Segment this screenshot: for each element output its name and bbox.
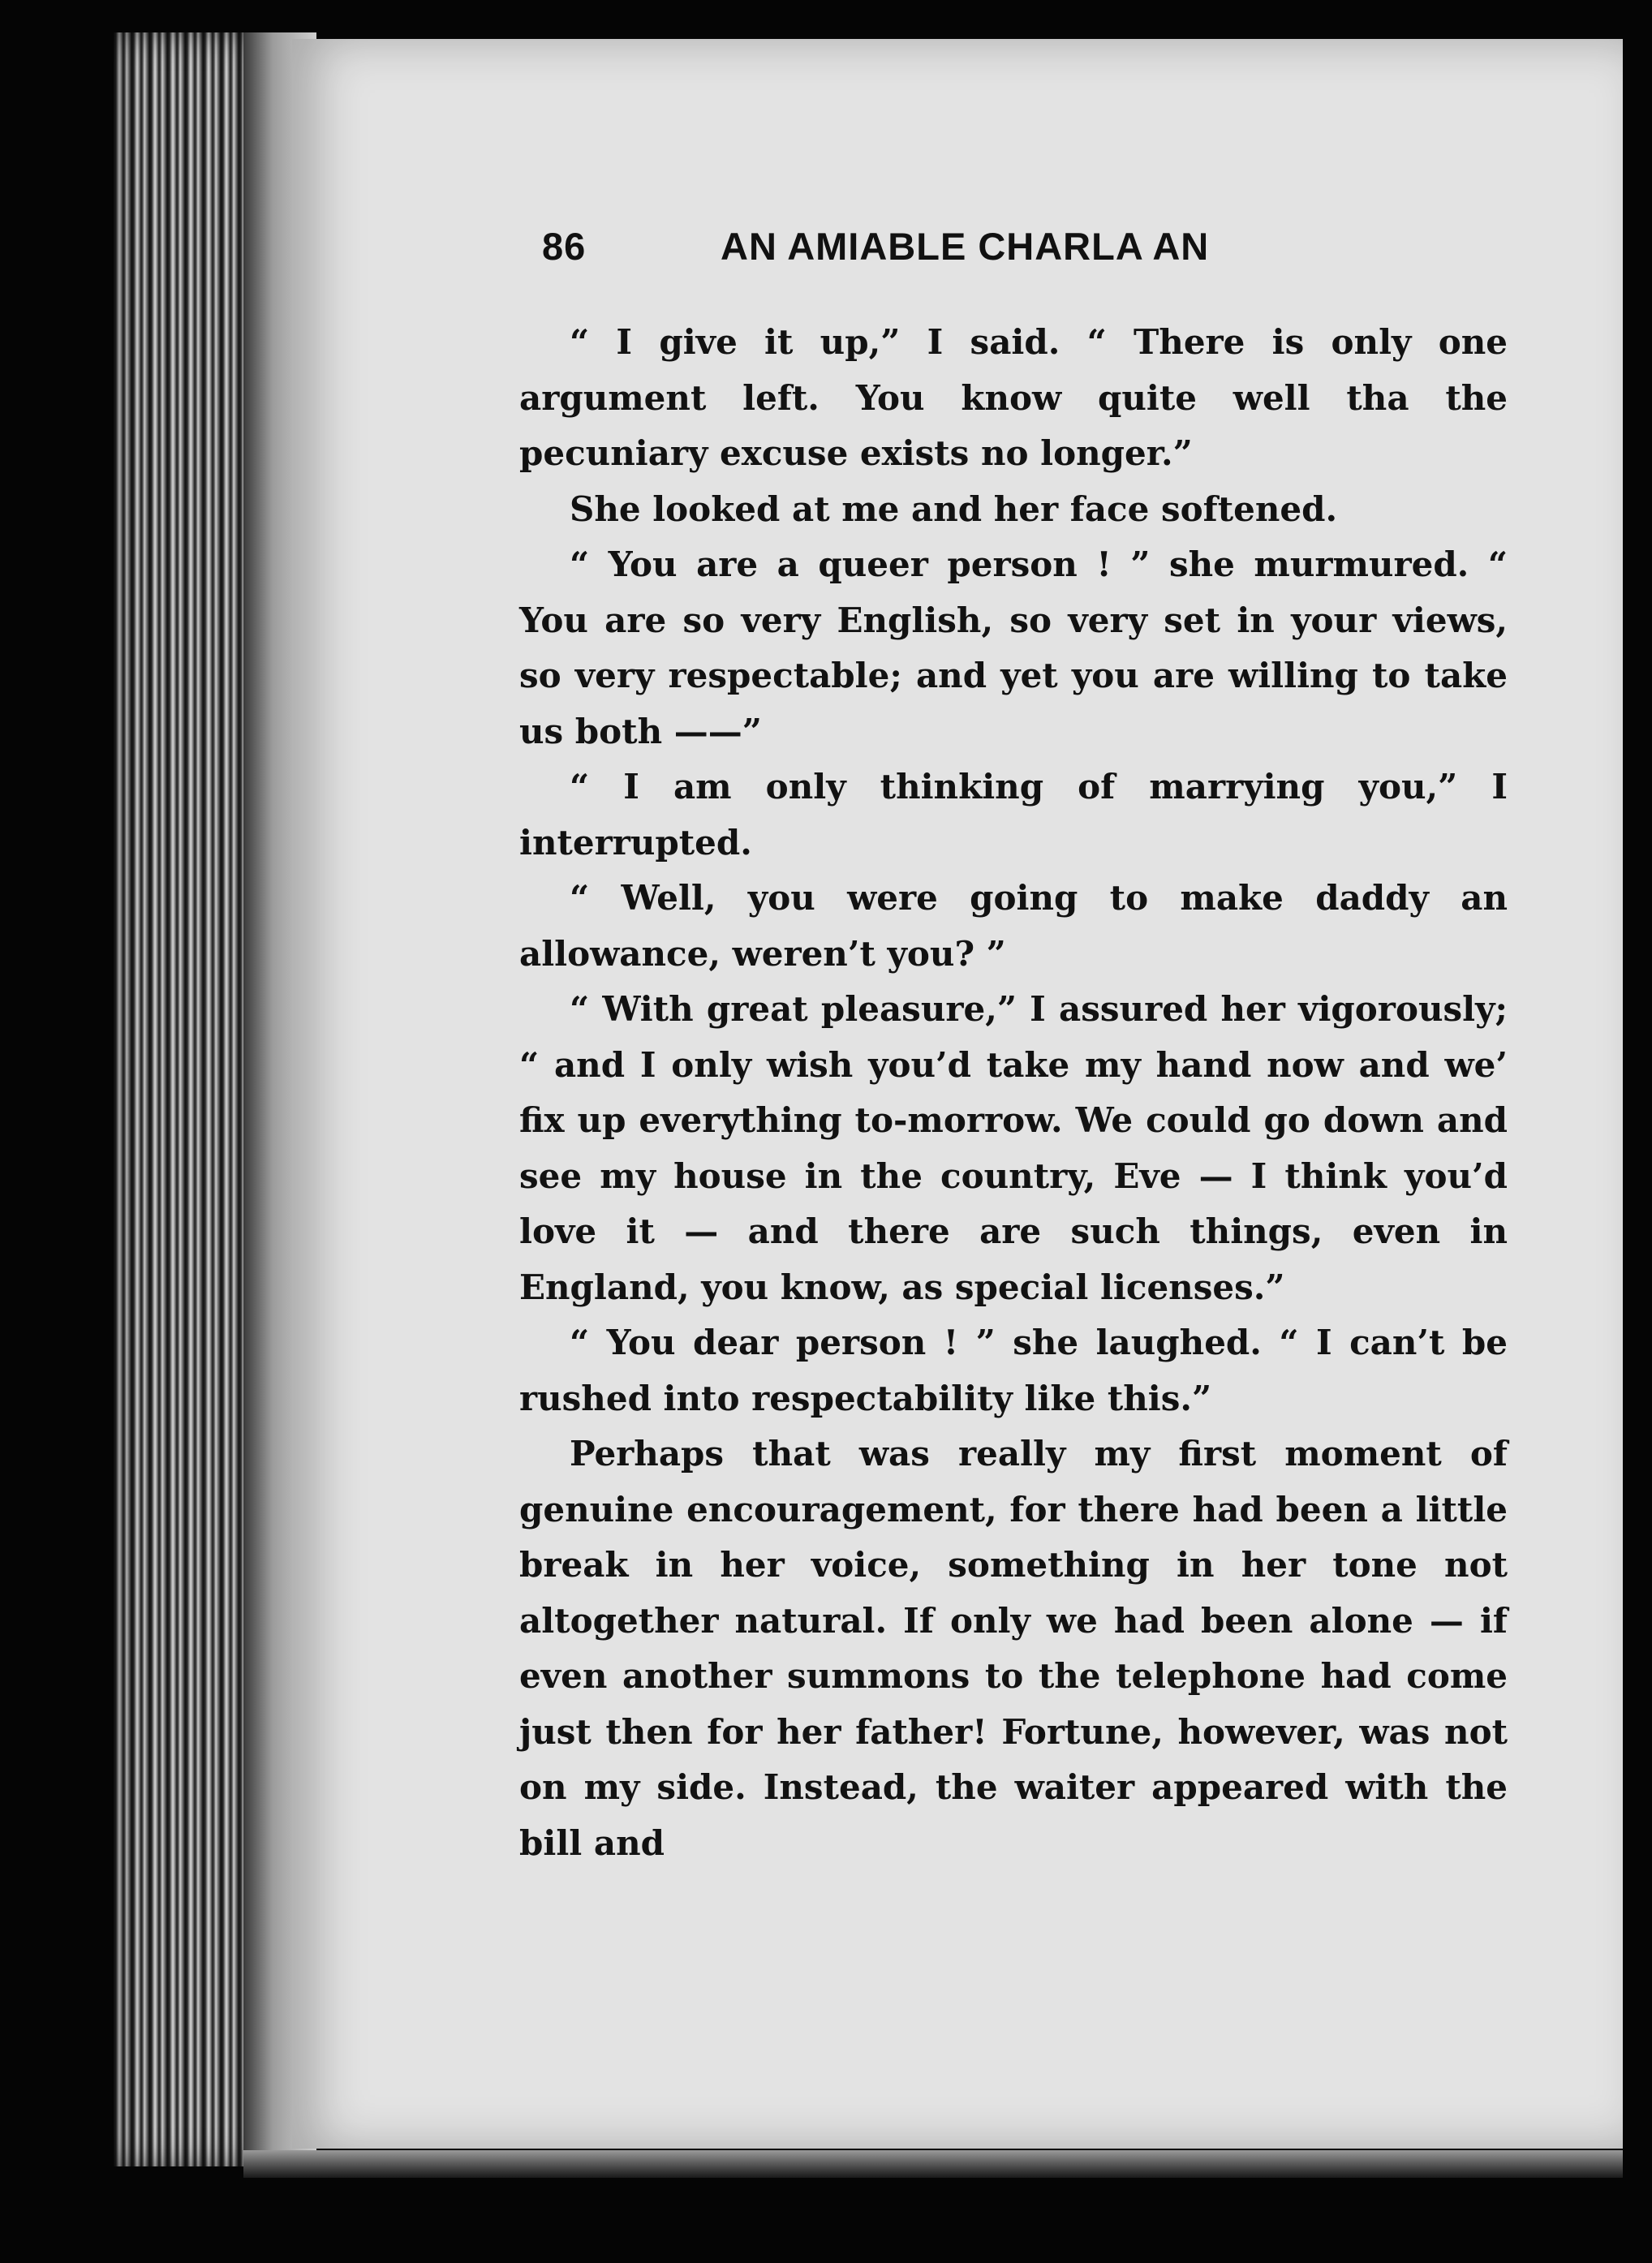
paragraph: “ With great pleasure,” I assured her vigorously; “ and I only wish you’d take my hand now and we’ fix up everything to-morrow. We could go down and see my house in the country, Eve — I think you’d love it — and there are such things, even in England, you know, as special licenses.”: [519, 989, 1508, 1307]
book-title: AN AMIABLE CHARLA AN: [721, 225, 1210, 268]
running-head: [542, 224, 1345, 273]
paragraph: Perhaps that was really my first moment of genuine encouragement, for there had been a little break in her voice, something in her tone not altogether natural. If only we had been alone — if even another summons to the telephone had come just then for her father! Fortune, however, was not on my side. Instead, the waiter appeared with the bill and: [519, 1434, 1508, 1863]
paragraph: “ I am only thinking of marrying you,” I interrupted.: [519, 767, 1508, 863]
paragraph: “ I give it up,” I said. “ There is only one argument left. You know quite well tha the pecuniary excuse exists no longer.”: [519, 322, 1508, 473]
page-number: 86: [542, 225, 587, 268]
body-text: [519, 315, 1508, 1871]
page-bottom-edge: [243, 2150, 1623, 2178]
paragraph: “ You dear person ! ” she laughed. “ I can’t be rushed into respectability like this.”: [519, 1323, 1508, 1418]
paragraph: She looked at me and her face softened.: [570, 488, 1338, 529]
paragraph: “ You are a queer person ! ” she murmured. “ You are so very English, so very set in your views, so very respectable; and yet you are willing to take us both ——”: [519, 544, 1508, 751]
paragraph: “ Well, you were going to make daddy an allowance, weren’t you? ”: [519, 878, 1508, 974]
